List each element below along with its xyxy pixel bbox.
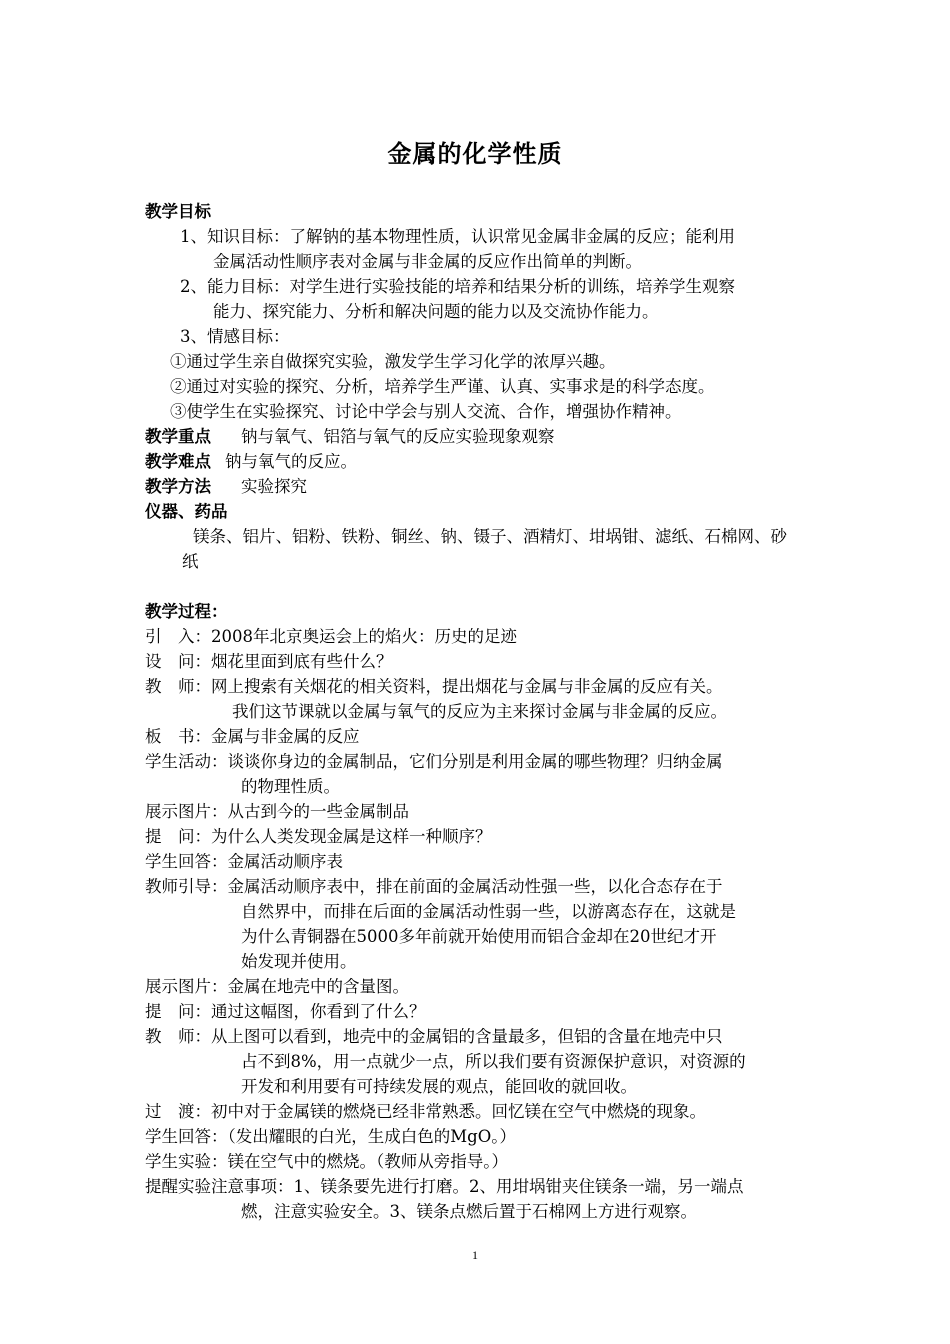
process-line: 板 书：金属与非金属的反应 — [145, 727, 360, 746]
emotion-objective: 3、情感目标： — [180, 327, 290, 346]
process-line: 提 问：为什么人类发现金属是这样一种顺序？ — [145, 827, 492, 846]
process-line: 过 渡：初中对于金属镁的燃烧已经非常熟悉。回忆镁在空气中燃烧的现象。 — [145, 1102, 706, 1121]
process-line: 设 问：烟花里面到底有些什么？ — [145, 652, 393, 671]
knowledge-objective-line1: 1、知识目标：了解钠的基本物理性质，认识常见金属非金属的反应；能利用 — [180, 227, 735, 246]
ability-objective-line1: 2、能力目标：对学生进行实验技能的培养和结果分析的训练，培养学生观察 — [180, 277, 735, 296]
process-line: 占不到8%，用一点就少一点，所以我们要有资源保护意识，对资源的 — [241, 1052, 746, 1071]
method-text: 实验探究 — [241, 477, 307, 496]
process-line: 展示图片：从古到今的一些金属制品 — [145, 802, 409, 821]
method-label: 教学方法 — [145, 477, 211, 496]
page-number: 1 — [472, 1248, 478, 1262]
process-line: 教师引导：金属活动顺序表中，排在前面的金属活动性强一些，以化合态存在于 — [145, 877, 723, 896]
process-line: 教 师：从上图可以看到，地壳中的金属铝的含量最多，但铝的含量在地壳中只 — [145, 1027, 723, 1046]
process-line: 教 师：网上搜索有关烟花的相关资料，提出烟花与金属与非金属的反应有关。 — [145, 677, 723, 696]
process-line: 学生活动：谈谈你身边的金属制品，它们分别是利用金属的哪些物理？归纳金属 — [145, 752, 723, 771]
process-line: 学生回答：金属活动顺序表 — [145, 852, 343, 871]
process-line: 自然界中，而排在后面的金属活动性弱一些，以游离态存在，这就是 — [241, 902, 736, 921]
process-line: 提 问：通过这幅图，你看到了什么？ — [145, 1002, 426, 1021]
process-line: 的物理性质。 — [241, 777, 340, 796]
materials-heading: 仪器、药品 — [145, 502, 228, 521]
emotion-item: ②通过对实验的探究、分析，培养学生严谨、认真、实事求是的科学态度。 — [170, 377, 715, 396]
process-line: 开发和利用要有可持续发展的观点，能回收的就回收。 — [241, 1077, 637, 1096]
process-line: 学生回答：（发出耀眼的白光，生成白色的MgO。） — [145, 1127, 516, 1146]
process-line: 提醒实验注意事项：1、镁条要先进行打磨。2、用坩埚钳夹住镁条一端，另一端点 — [145, 1177, 744, 1196]
key-point-text: 钠与氧气、铝箔与氧气的反应实验现象观察 — [241, 427, 555, 446]
process-line: 始发现并使用。 — [241, 952, 357, 971]
materials-line1: 镁条、铝片、铝粉、铁粉、铜丝、钠、镊子、酒精灯、坩埚钳、滤纸、石棉网、砂 — [193, 527, 787, 546]
key-point-row — [145, 425, 555, 449]
difficulty-row — [145, 450, 357, 474]
document-title: 金属的化学性质 — [387, 140, 563, 168]
materials-line2: 纸 — [182, 552, 199, 571]
process-line: 燃，注意实验安全。3、镁条点燃后置于石棉网上方进行观察。 — [241, 1202, 697, 1221]
emotion-item: ③使学生在实验探究、讨论中学会与别人交流、合作，增强协作精神。 — [170, 402, 682, 421]
key-point-label: 教学重点 — [145, 427, 211, 446]
process-heading: 教学过程： — [145, 602, 228, 621]
objectives-heading: 教学目标 — [145, 202, 211, 221]
method-row — [145, 475, 307, 499]
ability-objective-line2: 能力、探究能力、分析和解决问题的能力以及交流协作能力。 — [213, 302, 659, 321]
difficulty-label: 教学难点 — [145, 452, 211, 471]
process-line: 我们这节课就以金属与氧气的反应为主来探讨金属与非金属的反应。 — [232, 702, 727, 721]
process-line: 为什么青铜器在5000多年前就开始使用而铝合金却在20世纪才开 — [241, 927, 717, 946]
emotion-item: ①通过学生亲自做探究实验，激发学生学习化学的浓厚兴趣。 — [170, 352, 616, 371]
difficulty-text: 钠与氧气的反应。 — [225, 452, 357, 471]
knowledge-objective-line2: 金属活动性顺序表对金属与非金属的反应作出简单的判断。 — [213, 252, 642, 271]
process-line: 引 入：2008年北京奥运会上的焰火：历史的足迹 — [145, 627, 517, 646]
process-line: 展示图片：金属在地壳中的含量图。 — [145, 977, 409, 996]
process-line: 学生实验：镁在空气中的燃烧。（教师从旁指导。） — [145, 1152, 508, 1171]
